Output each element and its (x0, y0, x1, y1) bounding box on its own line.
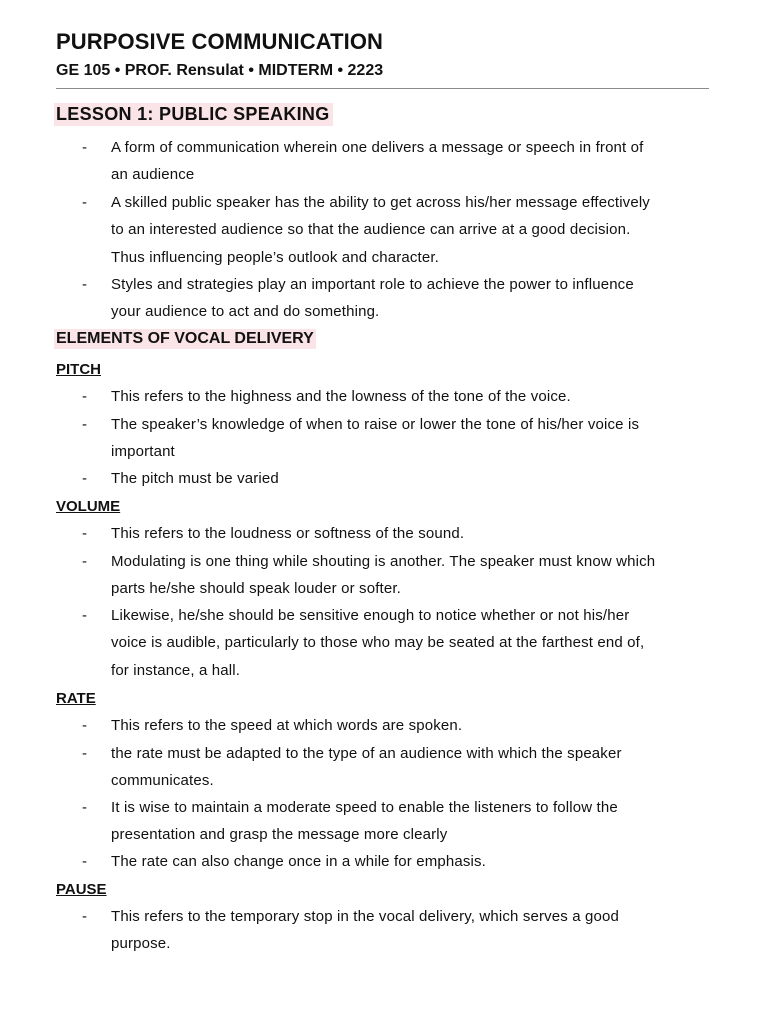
text-line: It is wise to maintain a moderate speed to enable the listeners to follow the (111, 799, 618, 816)
bullet-dash: - (82, 908, 88, 925)
bullet-text (111, 383, 717, 410)
bullet-text (111, 134, 717, 189)
text-line: Modulating is one thing while shouting is another. The speaker must know which (111, 553, 656, 570)
text-line: parts he/she should speak louder or softer. (111, 580, 401, 598)
text-line: This refers to the temporary stop in the vocal delivery, which serves a good (111, 908, 620, 925)
text-line: purpose. (111, 935, 171, 953)
pitch-heading: PITCH (56, 361, 101, 378)
text-line: voice is audible, particularly to those who may be seated at the farthest end of, (111, 634, 645, 652)
text-line: The pitch must be varied (111, 470, 279, 487)
bullet-dash: - (82, 416, 88, 433)
text-line: an audience (111, 166, 195, 184)
text-line: for instance, a hall. (111, 661, 241, 679)
volume-heading: VOLUME (56, 498, 121, 515)
bullet-text (111, 794, 717, 849)
text-line: A form of communication wherein one delivers a message or speech in front of (111, 139, 644, 156)
bullet-text (111, 740, 717, 795)
bullet-dash: - (82, 717, 88, 734)
bullet-text (111, 602, 717, 684)
bullet-dash: - (82, 470, 88, 487)
bullet-dash: - (82, 745, 88, 762)
bullet-dash: - (82, 553, 88, 570)
bullet-text (111, 411, 717, 466)
bullet-dash: - (82, 525, 88, 542)
text-line: the rate must be adapted to the type of an audience with which the speaker (111, 745, 622, 762)
text-line: communicates. (111, 772, 214, 790)
bullet-dash: - (82, 853, 88, 870)
document-title: PURPOSIVE COMMUNICATION (56, 29, 384, 54)
rate-heading: RATE (56, 690, 96, 707)
text-line: This refers to the speed at which words are spoken. (111, 717, 463, 734)
document-subtitle: GE 105 • PROF. Rensulat • MIDTERM • 2223 (56, 62, 384, 79)
bullet-text (111, 548, 717, 603)
section-heading: ELEMENTS OF VOCAL DELIVERY (56, 330, 314, 347)
bullet-text (111, 271, 717, 326)
text-line: important (111, 443, 175, 461)
text-line: presentation and grasp the message more clearly (111, 826, 448, 844)
text-line: Styles and strategies play an important role to achieve the power to influence (111, 276, 634, 293)
bullet-dash: - (82, 276, 88, 293)
bullet-dash: - (82, 194, 88, 211)
text-line: This refers to the highness and the lowness of the tone of the voice. (111, 388, 571, 405)
bullet-text (111, 189, 717, 271)
bullet-text (111, 465, 717, 492)
bullet-text (111, 520, 717, 547)
text-line: A skilled public speaker has the ability to get across his/her message effectively (111, 194, 650, 211)
text-line: Likewise, he/she should be sensitive enough to notice whether or not his/her (111, 607, 630, 624)
bullet-dash: - (82, 607, 88, 624)
bullet-text (111, 712, 717, 739)
bullet-text (111, 903, 717, 958)
text-line: Thus influencing people’s outlook and character. (111, 248, 439, 266)
bullet-dash: - (82, 799, 88, 816)
pause-heading: PAUSE (56, 881, 107, 898)
text-line: to an interested audience so that the audience can arrive at a good decision. (111, 221, 631, 239)
text-line: The speaker’s knowledge of when to raise or lower the tone of his/her voice is (111, 416, 640, 433)
bullet-dash: - (82, 388, 88, 405)
bullet-dash: - (82, 139, 88, 156)
text-line: The rate can also change once in a while for emphasis. (111, 853, 486, 870)
bullet-text (111, 848, 717, 875)
text-line: your audience to act and do something. (111, 303, 380, 321)
lesson-title: LESSON 1: PUBLIC SPEAKING (54, 103, 333, 126)
text-line: This refers to the loudness or softness of the sound. (111, 525, 465, 542)
header-divider (56, 88, 709, 89)
